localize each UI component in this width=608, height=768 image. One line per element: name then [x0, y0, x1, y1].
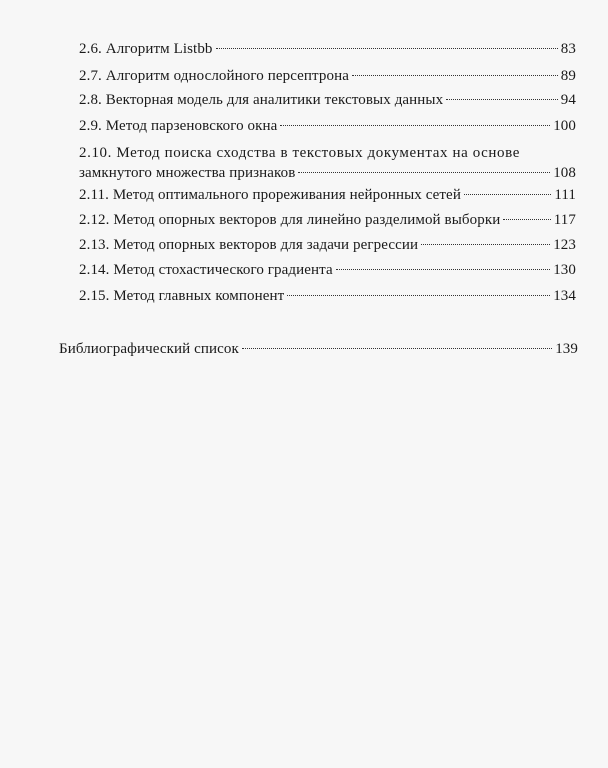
toc-entry-number: 2.15.: [79, 288, 110, 304]
toc-entry-title: Метод стохастического градиента: [113, 262, 333, 278]
toc-entry-title: Метод парзеновского окна: [105, 118, 278, 134]
toc-entry-title: Библиографический список: [59, 341, 239, 357]
toc-entry: [79, 116, 576, 136]
toc-entry: [79, 90, 576, 110]
dot-leader: [242, 348, 552, 349]
dot-leader: [503, 219, 550, 220]
toc-entry-number: 2.11.: [79, 187, 109, 203]
toc-entry: [79, 260, 576, 280]
toc-entry-title: Метод опорных векторов для задачи регрессии: [113, 237, 419, 253]
toc-entry: [79, 210, 576, 230]
toc-entry-page: 94: [560, 92, 576, 108]
toc-entry-title-line1: Метод поиска сходства в текстовых документах на основе: [116, 145, 521, 161]
toc-entry-title: Векторная модель для аналитики текстовых данных: [105, 92, 444, 108]
dot-leader: [280, 125, 550, 126]
toc-entry: [79, 235, 576, 255]
toc-entry-number: 2.6.: [79, 41, 102, 57]
toc-entry: [79, 39, 576, 59]
toc-entry: [79, 185, 576, 205]
toc-entry-page: 111: [554, 187, 576, 203]
dot-leader: [446, 99, 558, 100]
toc-entry-number: 2.9.: [79, 118, 102, 134]
toc-entry-page: 108: [553, 165, 576, 181]
toc-entry-title: Метод главных компонент: [113, 288, 285, 304]
toc-entry-page: 134: [553, 288, 576, 304]
toc-entry: [79, 286, 576, 306]
toc-entry-number: 2.14.: [79, 262, 110, 278]
toc-entry-number: 2.8.: [79, 92, 102, 108]
toc-entry-page: 139: [555, 341, 578, 357]
dot-leader: [298, 172, 550, 173]
toc-entry-number: 2.10.: [79, 145, 112, 161]
toc-entry-number: 2.12.: [79, 212, 110, 228]
toc-entry-page: 123: [553, 237, 576, 253]
toc-entry-title-line2: замкнутого множества признаков: [79, 165, 296, 181]
toc-entry: [79, 143, 576, 183]
toc-entry: [79, 66, 576, 86]
toc-entry-title: Алгоритм Listbb: [105, 41, 213, 57]
toc-entry-page: 117: [553, 212, 576, 228]
toc-entry-number: 2.7.: [79, 68, 102, 84]
dot-leader: [336, 269, 550, 270]
dot-leader: [421, 244, 550, 245]
toc-entry-bibliography: [59, 339, 578, 359]
toc-entry-page: 83: [560, 41, 576, 57]
dot-leader: [352, 75, 558, 76]
toc-entry-title: Алгоритм однослойного персептрона: [105, 68, 349, 84]
toc-entry-page: 130: [553, 262, 576, 278]
toc-entry-page: 89: [560, 68, 576, 84]
dot-leader: [287, 295, 550, 296]
dot-leader: [464, 194, 551, 195]
toc-entry-title: Метод оптимального прореживания нейронных сетей: [112, 187, 461, 203]
toc-entry-page: 100: [553, 118, 576, 134]
toc-entry-number: 2.13.: [79, 237, 110, 253]
toc-entry-title: Метод опорных векторов для линейно разделимой выборки: [113, 212, 501, 228]
dot-leader: [216, 48, 558, 49]
